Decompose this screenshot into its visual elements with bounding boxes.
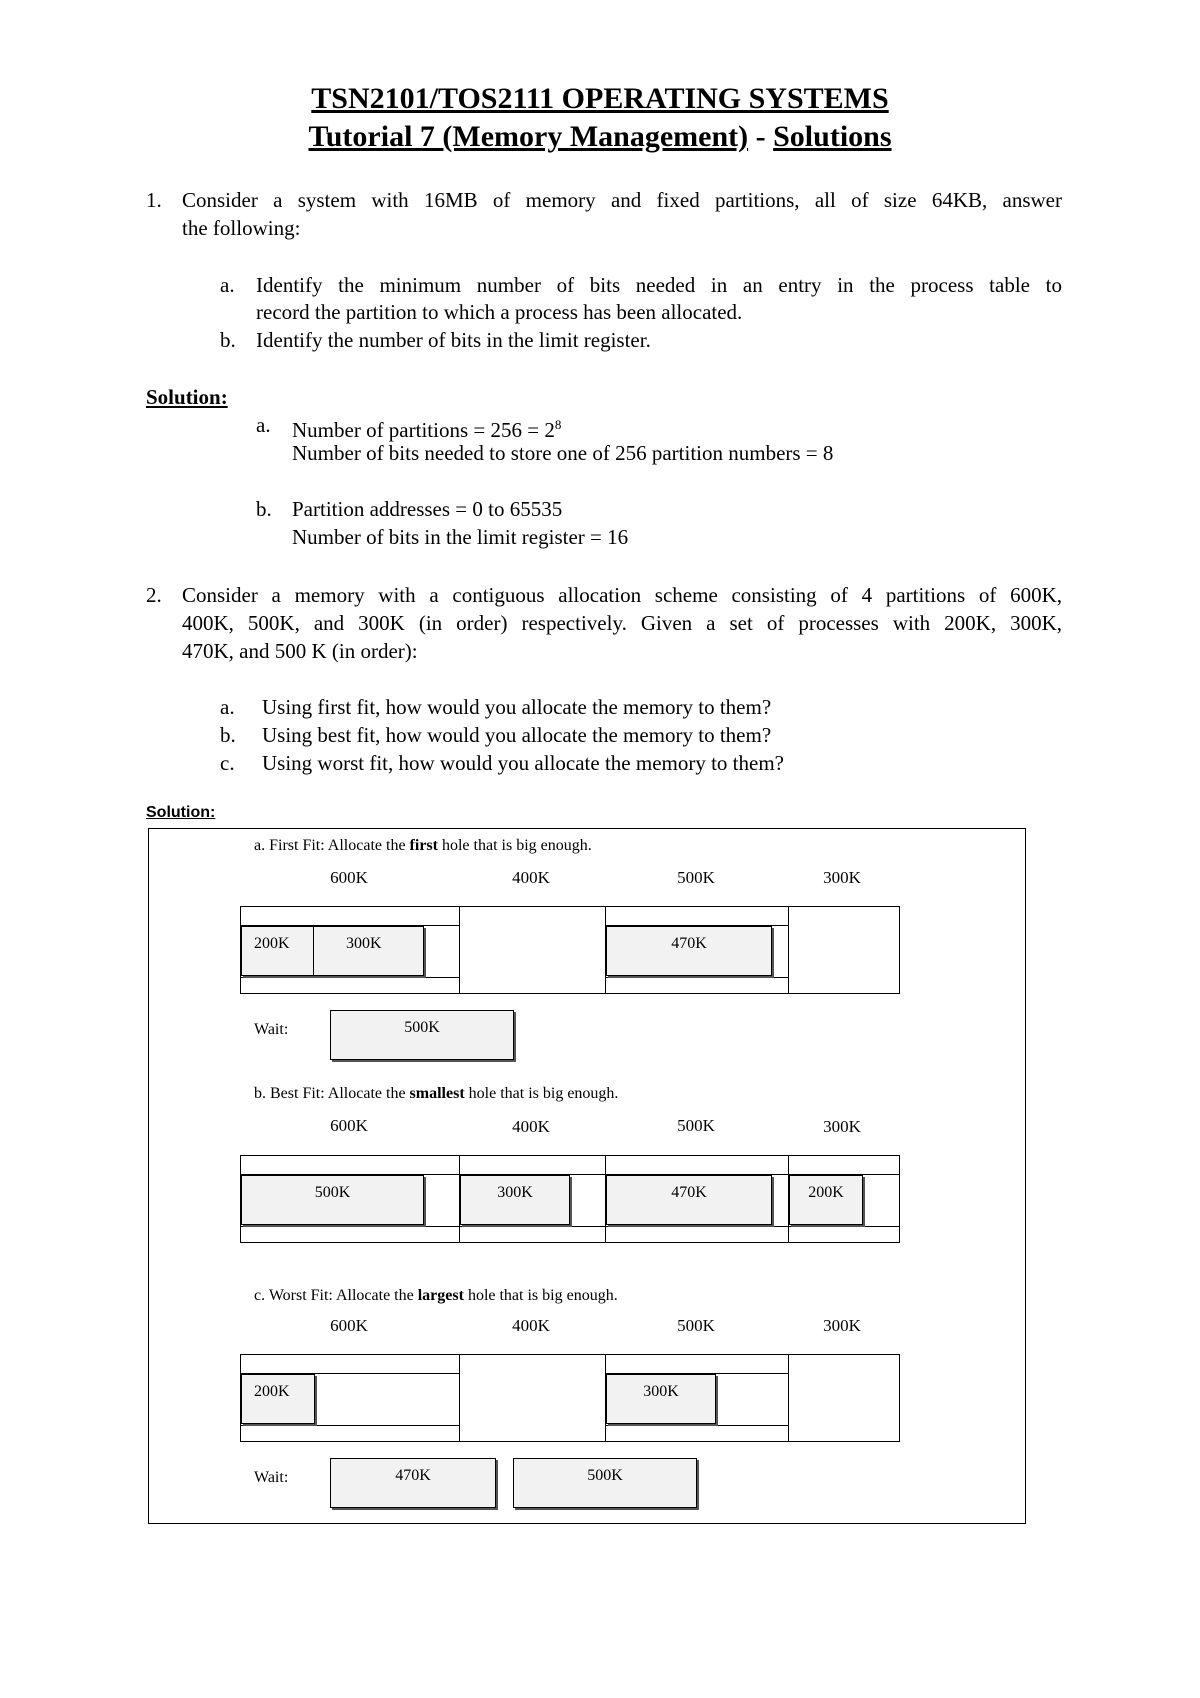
q1-text-line2: the following: bbox=[182, 216, 301, 240]
q1-a-line2: record the partition to which a process has been allocated. bbox=[256, 300, 743, 324]
ff-block-470k: 470K bbox=[606, 926, 772, 976]
q1-b-marker: b. bbox=[220, 328, 236, 352]
ff-partition-400k bbox=[459, 906, 607, 994]
bf-label-500k: 500K bbox=[677, 1116, 715, 1135]
sol1-a-line2: Number of bits needed to store one of 256 partition numbers = 8 bbox=[292, 441, 834, 465]
wf-label-400k: 400K bbox=[512, 1316, 550, 1335]
ff-wait-label: Wait: bbox=[254, 1021, 289, 1038]
document-subtitle bbox=[0, 120, 1200, 154]
subtitle-separator: - bbox=[748, 120, 774, 153]
wf-wait-block-500k: 500K bbox=[513, 1458, 697, 1508]
sol1-a-marker: a. bbox=[256, 413, 271, 437]
ff-wait-block-500k: 500K bbox=[330, 1010, 514, 1060]
wf-label-300k: 300K bbox=[823, 1316, 861, 1335]
sol1-b-line1: Partition addresses = 0 to 65535 bbox=[292, 497, 563, 521]
subtitle-solutions: Solutions bbox=[773, 120, 892, 153]
q2-b-marker: b. bbox=[220, 723, 236, 747]
wf-label-600k: 600K bbox=[330, 1316, 368, 1335]
q1-a-marker: a. bbox=[220, 273, 235, 297]
wf-label-500k: 500K bbox=[677, 1316, 715, 1335]
bf-block-500k: 500K bbox=[241, 1175, 424, 1225]
q1-text-line1: Consider a system with 16MB of memory and fixed partitions, all of size 64KB, answer bbox=[182, 188, 1062, 212]
wf-block-300k: 300K bbox=[606, 1374, 716, 1424]
ff-block-200k: 200K bbox=[241, 926, 315, 976]
wf-wait-block-470k: 470K bbox=[330, 1458, 496, 1508]
q1-a-line1: Identify the minimum number of bits needed in an entry in the process table to bbox=[256, 273, 1062, 297]
best-fit-caption-bold: smallest bbox=[409, 1085, 465, 1102]
q2-a-text: Using first fit, how would you allocate the memory to them? bbox=[262, 695, 772, 719]
first-fit-caption-post: hole that is big enough. bbox=[437, 837, 592, 854]
wf-partition-400k bbox=[459, 1354, 607, 1442]
ff-label-500k: 500K bbox=[677, 868, 715, 887]
q2-number: 2. bbox=[146, 583, 162, 607]
worst-fit-caption-pre: c. Worst Fit: Allocate the bbox=[254, 1287, 418, 1304]
bf-label-400k: 400K bbox=[512, 1117, 550, 1136]
sol1-b-line2: Number of bits in the limit register = 16 bbox=[292, 525, 629, 549]
worst-fit-caption-post: hole that is big enough. bbox=[463, 1287, 618, 1304]
worst-fit-caption bbox=[254, 1286, 618, 1306]
first-fit-caption-bold: first bbox=[409, 837, 438, 854]
wf-block-200k: 200K bbox=[241, 1374, 315, 1424]
ff-label-300k: 300K bbox=[823, 868, 861, 887]
best-fit-caption bbox=[254, 1084, 618, 1104]
sol1-a-text: Number of partitions = 256 = 2 bbox=[292, 418, 555, 442]
ff-partition-300k bbox=[788, 906, 900, 994]
first-fit-caption-pre: a. First Fit: Allocate the bbox=[254, 837, 410, 854]
bf-label-300k: 300K bbox=[823, 1117, 861, 1136]
q1-number: 1. bbox=[146, 188, 162, 212]
solution2-heading: Solution: bbox=[146, 804, 216, 821]
ff-label-400k: 400K bbox=[512, 868, 550, 887]
sol1-a-exponent: 8 bbox=[554, 417, 562, 432]
best-fit-caption-pre: b. Best Fit: Allocate the bbox=[254, 1085, 410, 1102]
q2-line2: 400K, 500K, and 300K (in order) respectively. Given a set of processes with 200K, 300K, bbox=[182, 611, 1062, 635]
worst-fit-caption-bold: largest bbox=[417, 1287, 464, 1304]
ff-block-300k: 300K bbox=[313, 926, 424, 976]
q2-c-marker: c. bbox=[220, 751, 235, 775]
q2-c-text: Using worst fit, how would you allocate the memory to them? bbox=[262, 751, 784, 775]
q2-a-marker: a. bbox=[220, 695, 235, 719]
q2-line3: 470K, and 500 K (in order): bbox=[182, 639, 418, 663]
sol1-b-marker: b. bbox=[256, 497, 272, 521]
bf-block-470k: 470K bbox=[606, 1175, 772, 1225]
bf-block-300k: 300K bbox=[460, 1175, 570, 1225]
wf-wait-label: Wait: bbox=[254, 1469, 289, 1486]
document-title: TSN2101/TOS2111 OPERATING SYSTEMS bbox=[311, 82, 889, 115]
bf-label-600k: 600K bbox=[330, 1116, 368, 1135]
first-fit-caption bbox=[254, 836, 592, 856]
best-fit-caption-post: hole that is big enough. bbox=[464, 1085, 619, 1102]
solution1-heading: Solution: bbox=[146, 385, 228, 409]
wf-partition-300k bbox=[788, 1354, 900, 1442]
q2-b-text: Using best fit, how would you allocate the memory to them? bbox=[262, 723, 772, 747]
q1-b-line1: Identify the number of bits in the limit register. bbox=[256, 328, 651, 352]
bf-block-200k: 200K bbox=[789, 1175, 863, 1225]
subtitle-tutorial: Tutorial 7 (Memory Management) bbox=[308, 120, 749, 153]
q2-line1: Consider a memory with a contiguous allocation scheme consisting of 4 partitions of 600K, bbox=[182, 583, 1062, 607]
ff-label-600k: 600K bbox=[330, 868, 368, 887]
